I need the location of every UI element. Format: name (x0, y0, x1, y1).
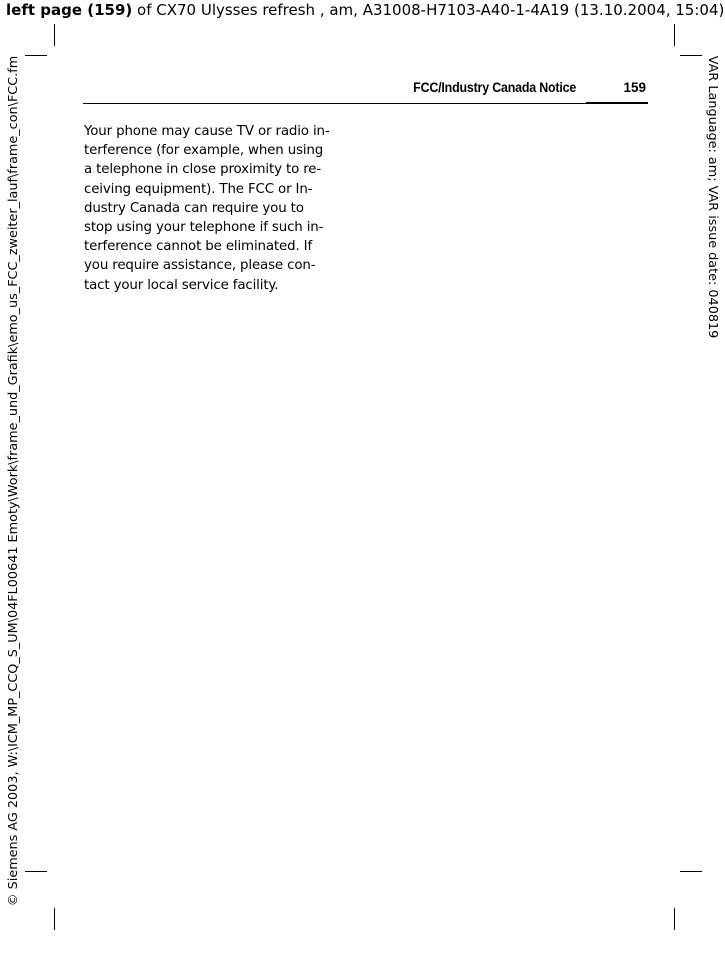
body-line: terference (for example, when using (84, 143, 324, 159)
page-number: 159 (623, 80, 646, 95)
document-info-line (6, 0, 724, 20)
crop-mark (680, 55, 702, 56)
crop-mark (25, 55, 47, 56)
body-line: tact your local service facility. (84, 277, 279, 293)
document-info-text: of CX70 Ulysses refresh , am, A31008-H7103-A40-1-4A19 (13.10.2004, 15:04) (132, 1, 725, 19)
crop-mark (54, 908, 55, 930)
body-line: Your phone may cause TV or radio in- (84, 124, 330, 139)
header-rule (83, 103, 648, 104)
body-line: a telephone in close proximity to re- (84, 162, 322, 178)
crop-mark (25, 871, 47, 872)
body-paragraph (84, 122, 359, 295)
section-title: FCC/Industry Canada Notice (413, 80, 576, 95)
running-head (83, 78, 648, 104)
body-line: dustry Canada can require you to (84, 200, 304, 216)
body-line: you require assistance, please con- (84, 258, 316, 274)
body-line: ceiving equipment). The FCC or In- (84, 181, 313, 197)
side-path-label: © Siemens AG 2003, W:\ICM_MP_CCQ_S_UM\04FL00641 Emoty\Work\frame_und_Grafik\emo_us_FCC_zweiter_lauf\frame_con\FCC.fm (6, 55, 21, 907)
crop-mark (674, 24, 675, 46)
page-number-rule (586, 102, 648, 104)
crop-mark (680, 871, 702, 872)
crop-mark (674, 908, 675, 930)
crop-mark (54, 24, 55, 46)
body-line: stop using your telephone if such in- (84, 220, 324, 236)
document-info-prefix: left page (159) (6, 1, 133, 19)
side-language-label: VAR Language: am; VAR issue date: 040819 (705, 55, 720, 339)
body-line: terference cannot be eliminated. If (84, 239, 313, 255)
